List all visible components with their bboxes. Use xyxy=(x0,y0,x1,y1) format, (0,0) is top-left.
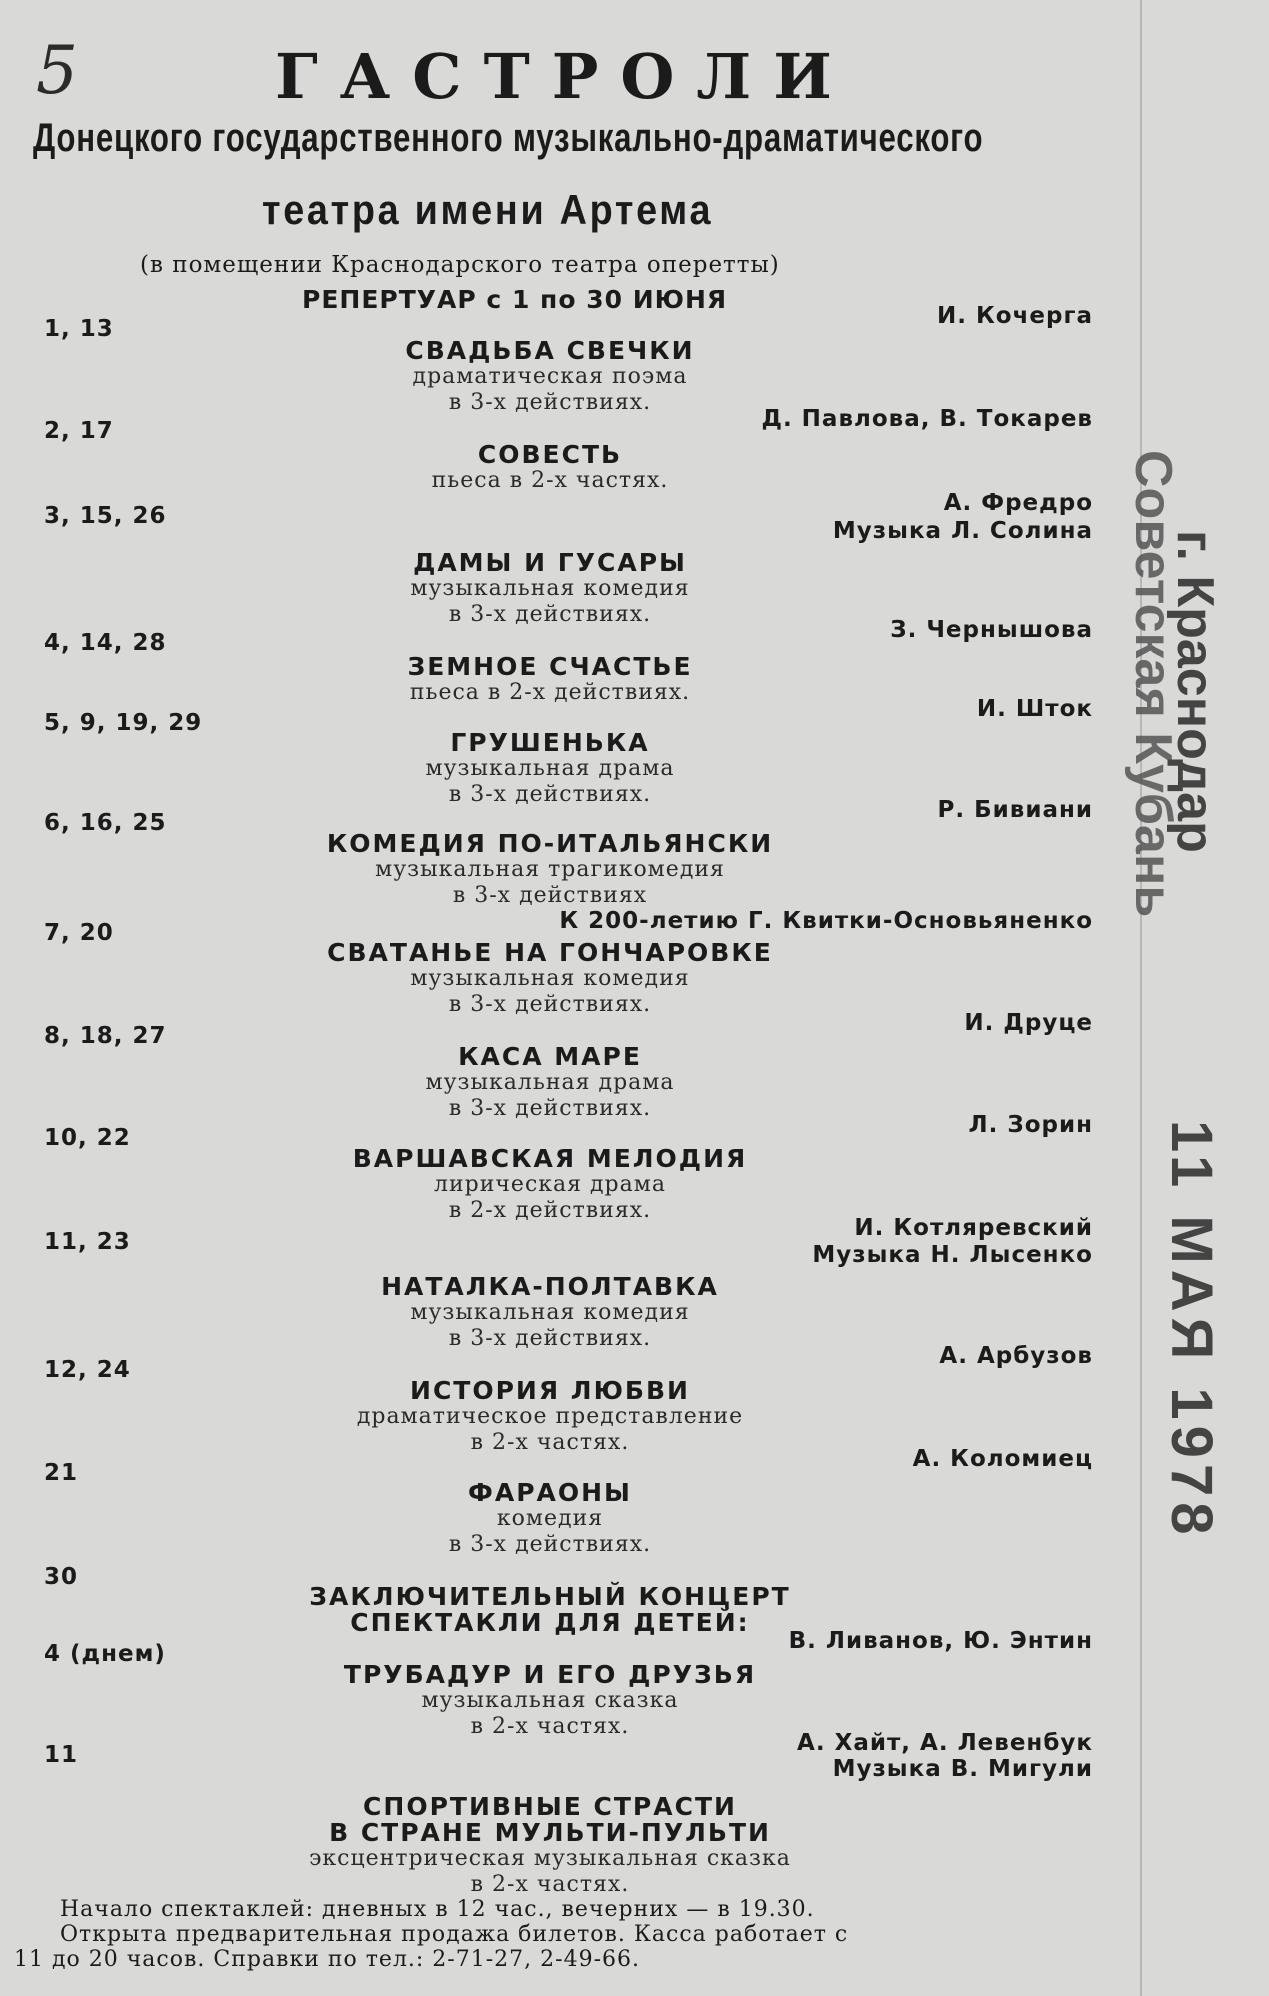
entry-composer: Музыка Н. Лысенко xyxy=(812,1242,1093,1268)
entry-title: НАТАЛКА-ПОЛТАВКА xyxy=(381,1272,719,1301)
entry-dates: 12, 24 xyxy=(44,1357,131,1383)
entry-acts: в 3-х действиях. xyxy=(448,390,652,415)
entry-description: музыкальная сказка xyxy=(421,1688,679,1713)
entry-acts: в 2-х частях. xyxy=(470,1430,630,1455)
entry-description: комедия xyxy=(496,1506,604,1531)
entry-title: СОВЕСТЬ xyxy=(477,440,623,469)
entry-composer: Музыка В. Мигули xyxy=(832,1756,1093,1782)
handwritten-page-number: 5 xyxy=(36,32,78,109)
entry-acts: в 3-х действиях. xyxy=(448,1532,652,1557)
entry-author: А. Коломиец xyxy=(912,1446,1093,1472)
entry-title: СВАДЬБА СВЕЧКИ xyxy=(405,336,695,365)
entry-author: Л. Зорин xyxy=(968,1112,1093,1138)
entry-author: И. Кочерга xyxy=(937,303,1093,329)
entry-acts: в 3-х действиях. xyxy=(448,602,652,627)
newspaper-name-stamp: Советская Кубань xyxy=(1124,450,1182,918)
entry-author: З. Чернышова xyxy=(890,617,1093,643)
entry-description: музыкальная драма xyxy=(425,1070,675,1095)
entry-dates: 6, 16, 25 xyxy=(44,810,167,836)
entry-acts: в 3-х действиях. xyxy=(448,1096,652,1121)
entry-description: музыкальная трагикомедия xyxy=(375,857,725,882)
entry-title: ЗЕМНОЕ СЧАСТЬЕ xyxy=(407,652,693,681)
entry-author: А. Хайт, А. Левенбук xyxy=(797,1730,1093,1756)
children-section-heading: СПЕКТАКЛИ ДЛЯ ДЕТЕЙ: xyxy=(350,1608,750,1637)
entry-author: Д. Павлова, В. Токарев xyxy=(761,406,1093,432)
footer-ticket-sales: Открыта предварительная продажа билетов. Касса работает с xyxy=(60,1922,849,1947)
entry-description: драматическое представление xyxy=(356,1404,744,1429)
entry-description: музыкальная комедия xyxy=(410,1300,690,1325)
entry-dates: 7, 20 xyxy=(44,920,114,946)
entry-acts: в 3-х действиях. xyxy=(448,992,652,1017)
entry-author: Р. Бивиани xyxy=(937,797,1093,823)
entry-description: пьеса в 2-х действиях. xyxy=(409,680,691,705)
repertoire-heading: РЕПЕРТУАР с 1 по 30 ИЮНЯ xyxy=(302,285,728,314)
entry-title: ФАРАОНЫ xyxy=(468,1478,632,1507)
entry-dates: 4, 14, 28 xyxy=(44,630,167,656)
entry-title: КАСА МАРЕ xyxy=(458,1042,642,1071)
entry-title: ЗАКЛЮЧИТЕЛЬНЫЙ КОНЦЕРТ xyxy=(309,1582,791,1611)
entry-dates: 4 (днем) xyxy=(44,1641,166,1667)
page-title: ГАСТРОЛИ xyxy=(275,40,854,113)
entry-dates: 2, 17 xyxy=(44,418,114,444)
entry-dates: 5, 9, 19, 29 xyxy=(44,710,203,736)
entry-acts: в 2-х частях. xyxy=(470,1872,630,1897)
fold-crease xyxy=(1140,0,1142,1996)
entry-title: ВАРШАВСКАЯ МЕЛОДИЯ xyxy=(352,1144,748,1173)
entry-title-line2: В СТРАНЕ МУЛЬТИ-ПУЛЬТИ xyxy=(329,1818,771,1847)
entry-description: музыкальная комедия xyxy=(410,576,690,601)
venue-note: (в помещении Краснодарского театра оперетты) xyxy=(140,252,780,278)
entry-author: А. Фредро xyxy=(943,490,1093,516)
entry-acts: в 3-х действиях xyxy=(452,883,648,908)
entry-author: И. Шток xyxy=(976,696,1093,722)
entry-title: ТРУБАДУР И ЕГО ДРУЗЬЯ xyxy=(343,1660,757,1689)
entry-dates: 11, 23 xyxy=(44,1229,131,1255)
entry-title: СВАТАНЬЕ НА ГОНЧАРОВКЕ xyxy=(327,938,773,967)
entry-dates: 3, 15, 26 xyxy=(44,503,167,529)
entry-author: В. Ливанов, Ю. Энтин xyxy=(788,1628,1093,1654)
entry-description: эксцентрическая музыкальная сказка xyxy=(309,1846,791,1871)
entry-title: ДАМЫ И ГУСАРЫ xyxy=(413,548,687,577)
entry-dates: 8, 18, 27 xyxy=(44,1023,167,1049)
entry-acts: в 3-х действиях. xyxy=(448,782,652,807)
entry-description: лирическая драма xyxy=(434,1172,666,1197)
entry-dates: 1, 13 xyxy=(44,316,114,342)
entry-dates: 21 xyxy=(44,1460,79,1486)
entry-title: СПОРТИВНЫЕ СТРАСТИ xyxy=(363,1792,737,1821)
theatre-name-line1: Донецкого государственного музыкально-драматического xyxy=(33,116,984,160)
entry-author: И. Котляревский xyxy=(854,1215,1093,1241)
entry-dates: 10, 22 xyxy=(44,1125,131,1151)
entry-title: ГРУШЕНЬКА xyxy=(450,728,650,757)
entry-dates: 11 xyxy=(44,1742,79,1768)
entry-author: И. Друце xyxy=(964,1010,1093,1036)
entry-description: пьеса в 2-х частях. xyxy=(431,468,669,493)
entry-title: ИСТОРИЯ ЛЮБВИ xyxy=(410,1376,690,1405)
entry-acts: в 2-х действиях. xyxy=(448,1198,652,1223)
entry-author: А. Арбузов xyxy=(939,1343,1093,1369)
entry-dates: 30 xyxy=(44,1564,79,1590)
entry-description: музыкальная драма xyxy=(425,756,675,781)
entry-acts: в 3-х действиях. xyxy=(448,1326,652,1351)
footer-box-office: 11 до 20 часов. Справки по тел.: 2-71-27, 2-49-66. xyxy=(14,1947,640,1972)
entry-acts: в 2-х частях. xyxy=(470,1714,630,1739)
entry-composer: Музыка Л. Солина xyxy=(832,518,1093,544)
date-stamp: 11 МАЯ 1978 xyxy=(1159,1120,1224,1541)
entry-description: музыкальная комедия xyxy=(410,966,690,991)
entry-description: драматическая поэма xyxy=(412,364,688,389)
footer-showtimes: Начало спектаклей: дневных в 12 час., вечерних — в 19.30. xyxy=(60,1897,815,1922)
city-stamp: г. Краснодар xyxy=(1166,530,1224,853)
entry-title: КОМЕДИЯ ПО-ИТАЛЬЯНСКИ xyxy=(326,829,774,858)
entry-anniversary-note: К 200-летию Г. Квитки-Основьяненко xyxy=(559,908,1093,934)
theatre-name-line2: театра имени Артема xyxy=(262,186,714,233)
